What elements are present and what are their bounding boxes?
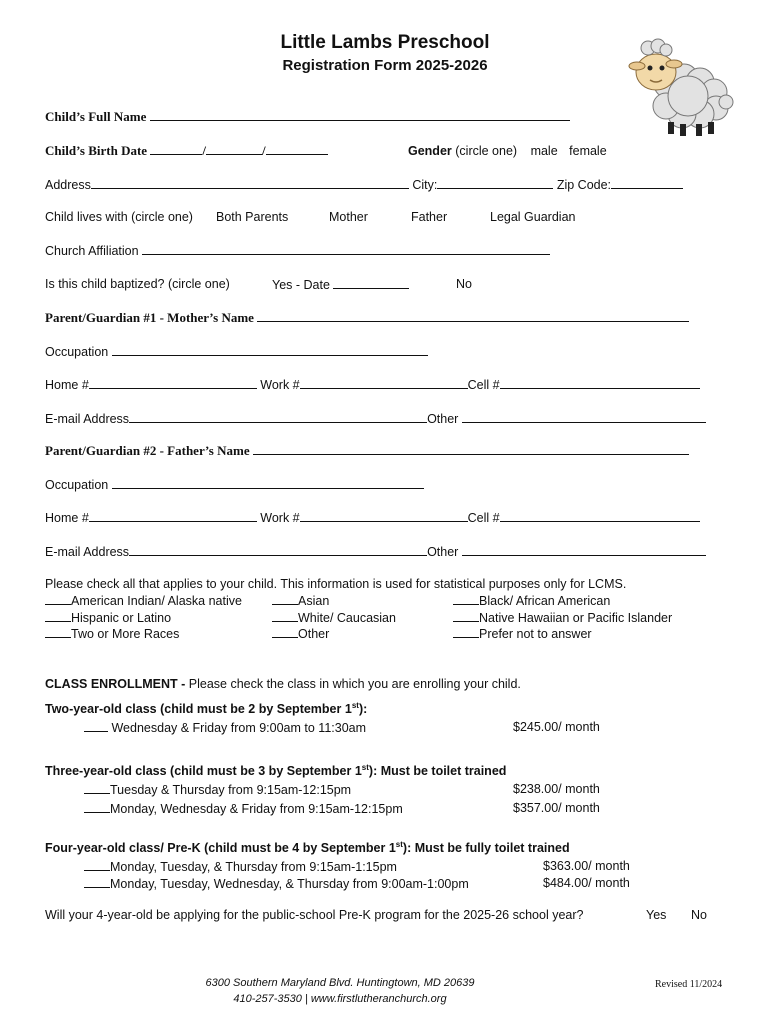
church-row [45,243,550,258]
parent2-occupation-row [45,477,424,492]
revised-date: Revised 11/2024 [655,979,723,990]
parent2-work-label: Work # [260,511,300,525]
ethnicity-option[interactable]: Black/ African American [453,593,672,610]
gender-row [408,144,607,158]
ethnicity-check-field[interactable] [453,593,479,605]
parent2-email-label: E-mail Address [45,545,130,559]
parent1-name-field[interactable] [257,310,689,322]
baptized-label: Is this child baptized? (circle one) [45,277,230,291]
ethnicity-option[interactable]: Hispanic or Latino [45,610,242,627]
birth-date-row: Child’s Birth Date / / [45,143,328,159]
ethnicity-check-field[interactable] [453,610,479,622]
form-title: Little Lambs Preschool [280,32,490,53]
parent1-other-field[interactable] [462,411,706,423]
parent2-home-field[interactable] [89,510,257,522]
parent2-occupation-field[interactable] [112,477,424,489]
parent1-name-row [45,310,689,326]
parent2-other-field[interactable] [462,544,706,556]
parent1-work-field[interactable] [300,377,468,389]
parent1-email-label: E-mail Address [45,412,130,426]
footer-address: 6300 Southern Maryland Blvd. Huntingtown, MD 20639 [205,977,475,989]
class-check-field[interactable] [84,782,110,794]
parent1-work-label: Work # [260,378,300,392]
enrollment-instruction: Please check the class in which you are enrolling your child. [188,677,521,691]
parent1-home-label: Home # [45,378,89,392]
parent1-email-row [45,411,706,426]
parent1-heading: Parent/Guardian #1 - Mother’s Name [45,310,254,325]
three-year-option[interactable]: Monday, Wednesday & Friday from 9:15am-12:15pm [84,801,403,816]
birth-date-label: Child’s Birth Date [45,143,148,158]
ethnicity-option[interactable]: American Indian/ Alaska native [45,593,242,610]
four-year-option[interactable]: Monday, Tuesday, Wednesday, & Thursday from 9:00am-1:00pm [84,876,469,891]
lives-option-both-parents[interactable]: Both Parents [216,210,289,224]
parent2-phone-row [45,510,700,525]
three-year-heading: Three-year-old class (child must be 3 by September 1st): Must be toilet trained [45,763,507,779]
ethnicity-column-2 [272,593,396,643]
parent2-occupation-label: Occupation [45,478,109,492]
parent1-phone-row [45,377,700,392]
four-year-option[interactable]: Monday, Tuesday, & Thursday from 9:15am-1:15pm [84,859,397,874]
church-field[interactable] [142,243,550,255]
ethnicity-check-field[interactable] [45,610,71,622]
class-check-field[interactable] [84,801,110,813]
ethnicity-check-field[interactable] [45,593,71,605]
two-year-price: $245.00/ month [513,720,600,734]
address-field[interactable] [91,177,409,189]
gender-hint: (circle one) [455,144,518,158]
enrollment-heading: CLASS ENROLLMENT - [45,677,186,691]
two-year-option[interactable]: Wednesday & Friday from 9:00am to 11:30am [84,720,366,735]
baptized-no-option[interactable]: No [456,277,472,291]
form-subtitle: Registration Form 2025-2026 [282,57,488,74]
lives-option-mother[interactable]: Mother [329,210,368,224]
baptism-date-field[interactable] [333,277,409,289]
enrollment-heading-row [45,677,521,691]
birth-day-field[interactable] [206,143,262,155]
child-lives-label: Child lives with (circle one) [45,210,193,224]
three-year-price: $357.00/ month [513,801,600,815]
ethnicity-option[interactable]: White/ Caucasian [272,610,396,627]
parent1-email-field[interactable] [129,411,427,423]
parent2-other-label: Other [427,545,459,559]
parent1-cell-field[interactable] [500,377,700,389]
address-row [45,177,683,192]
ethnicity-column-3 [453,593,672,643]
gender-male-option[interactable]: male [530,144,558,158]
ethnicity-check-field[interactable] [272,610,298,622]
parent1-cell-label: Cell # [467,378,500,392]
city-label: City: [412,178,438,192]
three-year-option[interactable]: Tuesday & Thursday from 9:15am-12:15pm [84,782,351,797]
parent1-occupation-label: Occupation [45,345,109,359]
child-name-row [45,109,570,125]
church-label: Church Affiliation [45,244,139,258]
parent2-cell-field[interactable] [500,510,700,522]
parent1-occupation-row [45,344,428,359]
parent1-home-field[interactable] [89,377,257,389]
baptized-yes-row [272,277,409,292]
zip-label: Zip Code: [556,178,612,192]
ethnicity-check-field[interactable] [45,626,71,638]
gender-label: Gender [408,144,452,158]
parent2-heading: Parent/Guardian #2 - Father’s Name [45,443,250,458]
baptized-yes-option[interactable]: Yes - Date [272,278,330,292]
prek-yes-option[interactable]: Yes [646,908,667,922]
lamb-illustration [628,36,740,140]
four-year-price: $484.00/ month [543,876,630,890]
ethnicity-check-field[interactable] [272,593,298,605]
parent2-email-field[interactable] [129,544,427,556]
birth-year-field[interactable] [266,143,328,155]
ethnicity-check-field[interactable] [453,626,479,638]
four-year-price: $363.00/ month [543,859,630,873]
zip-field[interactable] [611,177,683,189]
parent2-cell-label: Cell # [467,511,500,525]
parent2-name-field[interactable] [253,443,689,455]
birth-month-field[interactable] [150,143,202,155]
parent2-name-row [45,443,689,459]
ethnicity-option[interactable]: Asian [272,593,396,610]
class-check-field[interactable] [84,859,110,871]
three-year-price: $238.00/ month [513,782,600,796]
ethnicity-option[interactable]: Two or More Races [45,626,242,643]
parent2-email-row [45,544,706,559]
child-name-field[interactable] [150,109,570,121]
child-name-label: Child’s Full Name [45,109,147,124]
ethnicity-intro: Please check all that applies to your child. This information is used for statistical purposes only for LCMS. [45,577,627,591]
parent1-occupation-field[interactable] [112,344,428,356]
four-year-heading: Four-year-old class/ Pre-K (child must be 4 by September 1st): Must be fully toilet trained [45,840,570,856]
prek-question: Will your 4-year-old be applying for the public-school Pre-K program for the 2025-26 school year? [45,908,584,922]
lives-option-father[interactable]: Father [411,210,448,224]
lives-option-legal-guardian[interactable]: Legal Guardian [490,210,576,224]
gender-female-option[interactable]: female [569,144,607,158]
address-label: Address [45,178,91,192]
ethnicity-option[interactable]: Other [272,626,396,643]
parent1-other-label: Other [427,412,459,426]
ethnicity-column-1 [45,593,242,643]
prek-no-option[interactable]: No [691,908,707,922]
parent2-work-field[interactable] [300,510,468,522]
parent2-home-label: Home # [45,511,89,525]
ethnicity-option[interactable]: Native Hawaiian or Pacific Islander [453,610,672,627]
city-field[interactable] [437,177,553,189]
ethnicity-check-field[interactable] [272,626,298,638]
class-check-field[interactable] [84,720,108,732]
class-check-field[interactable] [84,876,110,888]
two-year-heading: Two-year-old class (child must be 2 by September 1st): [45,701,368,717]
ethnicity-option[interactable]: Prefer not to answer [453,626,672,643]
footer-contact: 410-257-3530 | www.firstlutheranchurch.org [233,993,447,1005]
